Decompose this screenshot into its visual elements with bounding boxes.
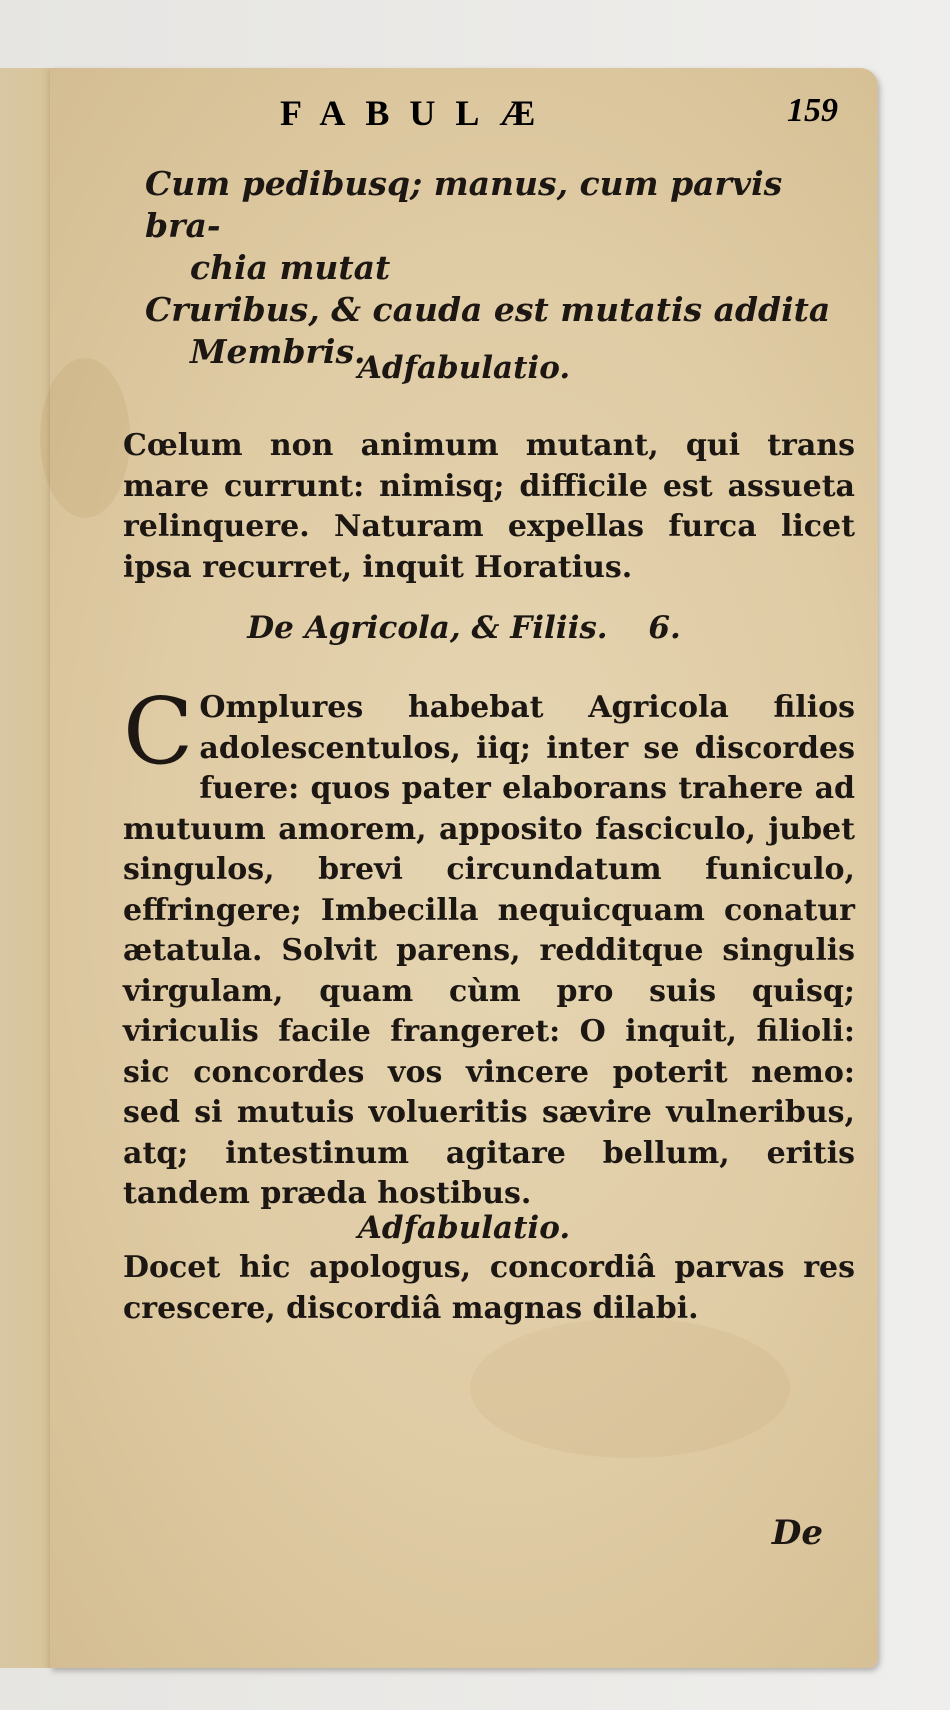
verse-line: Membris. (190, 332, 366, 371)
verse-block (145, 163, 835, 373)
moral-heading: Adfabulatio. (357, 350, 571, 386)
fable-title-line (50, 608, 878, 648)
paper-stain (470, 1318, 790, 1458)
moral-paragraph: Docet hic apologus, concordiâ parvas res crescere, discordiâ magnas dilabi. (123, 1250, 855, 1326)
verse-line: Cum pedibusq; manus, cum parvis bra- (145, 164, 783, 245)
moral-paragraph: Cœlum non animum mutant, qui trans mare currunt: nimisq; difficile est assueta relinquere. Naturam expellas furca licet ipsa recurret, inquit Horatius. (123, 428, 855, 585)
fable-title: De Agricola, & Filiis. (247, 610, 608, 646)
drop-cap: C (123, 678, 194, 785)
verse-line: Cruribus, & cauda est mutatis addita (145, 290, 831, 329)
fable-number: 6. (648, 610, 681, 646)
moral-heading: Adfabulatio. (357, 1210, 571, 1246)
fable-paragraph (123, 678, 855, 1215)
running-title: FABULÆ (280, 93, 556, 133)
page-number: 159 (787, 92, 838, 129)
book-page (50, 68, 878, 1668)
fable-text: Omplures habebat Agricola filios adolescentulos, iiq; inter se discordes fuere: quos pater elaborans trahere ad mutuum amorem, apposito fasciculo, jubet singulos, brevi circundatum funiculo, effringere; Imbecilla nequicquam conatur ætatula. Solvit parens, redditque singulis virgulam, quam cùm pro suis quisq; viriculis facile frangeret: O inquit, filioli: sic concordes vos vincere poterit nemo: sed si mutuis volueritis sævire vulneribus, atq; intestinum agitare bellum, eritis tandem præda hostibus. (123, 690, 855, 1211)
catchword: De (771, 1513, 823, 1553)
page-header (50, 92, 878, 142)
verse-line: chia mutat (190, 248, 391, 287)
